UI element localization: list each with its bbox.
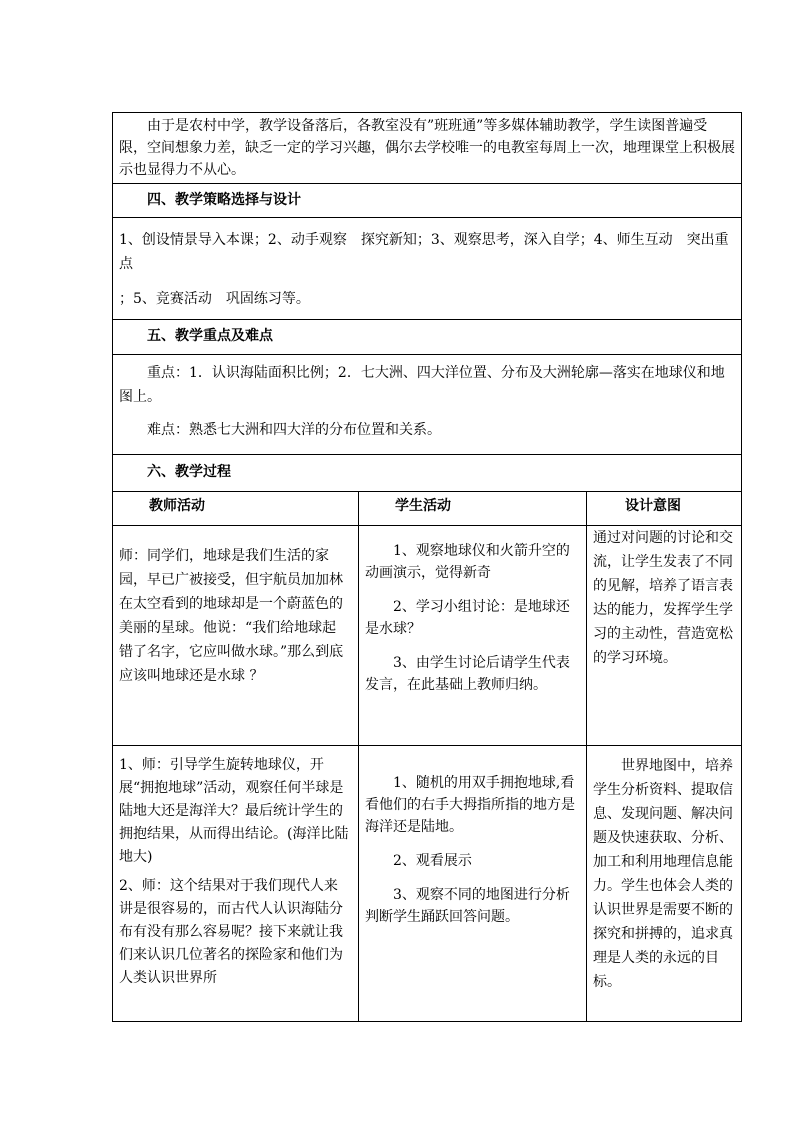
- student-activity-text: 3、观察不同的地图进行分析判断学生踊跃回答问题。: [365, 887, 570, 925]
- lesson-plan-table: [112, 112, 742, 1022]
- section4-heading-row: [113, 184, 742, 218]
- strategy-line-2: ；5、竞赛活动 巩固练习等。: [119, 291, 310, 307]
- design-intent-text: 通过对问题的讨论和交流，让学生发表了不同的见解，培养了语言表达的能力，发挥学生学习的主动性，营造宽松的学习环境。: [593, 530, 733, 666]
- teacher-activity-text: 1、师：引导学生旋转地球仪，开展“拥抱地球”活动，观察任何半球是陆地大还是海洋大？最后统计学生的拥抱结果，从而得出结论。(海洋比陆地大): [119, 757, 349, 865]
- student-activity-text: 1、随机的用双手拥抱地球,看看他们的右手大拇指所指的地方是海洋还是陆地。: [365, 775, 575, 835]
- difficulty-points: 难点：熟悉七大洲和四大洋的分布位置和关系。: [147, 422, 441, 438]
- section4-content-row: [113, 218, 742, 320]
- strategy-line-1: 1、创设情景导入本课；2、动手观察 探究新知；3、观察思考，深入自学；4、师生互动 突出重点: [119, 232, 729, 272]
- section4-heading: 四、教学策略选择与设计: [147, 192, 301, 208]
- table-row: [113, 746, 742, 1022]
- teacher-activity-text: 2、师：这个结果对于我们现代人来讲是很容易的，而古代人认识海陆分布有没有那么容易呢？接下来就让我们来认识几位著名的探险家和他们为人类认识世界所: [119, 878, 343, 986]
- section5-heading-row: [113, 320, 742, 355]
- table-row: [113, 526, 742, 746]
- section6-heading-row: [113, 455, 742, 492]
- key-points: 重点：1．认识海陆面积比例；2．七大洲、四大洋位置、分布及大洲轮廓—落实在地球仪和地图上。: [119, 365, 725, 405]
- design-intent-text: 世界地图中，培养学生分析资料、提取信息、发现问题、解决问题及快速获取、分析、加工和利用地理信息能力。学生也体会人类的认识世界是需要不断的探究和拼搏的，追求真理是人类的永远的目标。: [593, 758, 733, 990]
- intro-row: [113, 113, 742, 184]
- student-activity-text: 2、观看展示: [393, 853, 472, 869]
- student-activity-text: 3、由学生讨论后请学生代表发言，在此基础上教师归纳。: [365, 655, 570, 693]
- column-header-intent: 设计意图: [625, 498, 681, 514]
- section5-content-row: [113, 355, 742, 455]
- section6-heading: 六、教学过程: [147, 464, 231, 480]
- column-header-teacher: 教师活动: [149, 498, 205, 514]
- teacher-activity-text: 师：同学们，地球是我们生活的家园，早已广被接受，但宇航员加加林在太空看到的地球却是一个蔚蓝色的美丽的星球。他说：“我们给地球起错了名字，它应叫做水球。”那么到底应该叫地球还是水球 ？: [119, 548, 344, 684]
- student-activity-text: 1、观察地球仪和火箭升空的动画演示，觉得新奇: [365, 543, 570, 581]
- intro-paragraph: 由于是农村中学，教学设备落后，各教室没有”班班通”等多媒体辅助教学，学生读图普遍受限，空间想象力差，缺乏一定的学习兴趣，偶尔去学校唯一的电教室每周上一次，地理课堂上积极展示也显得力不从心。: [119, 118, 735, 178]
- column-header-row: [113, 492, 742, 526]
- column-header-student: 学生活动: [395, 498, 451, 514]
- section5-heading: 五、教学重点及难点: [147, 328, 273, 344]
- student-activity-text: 2、学习小组讨论：是地球还是水球？: [365, 599, 570, 637]
